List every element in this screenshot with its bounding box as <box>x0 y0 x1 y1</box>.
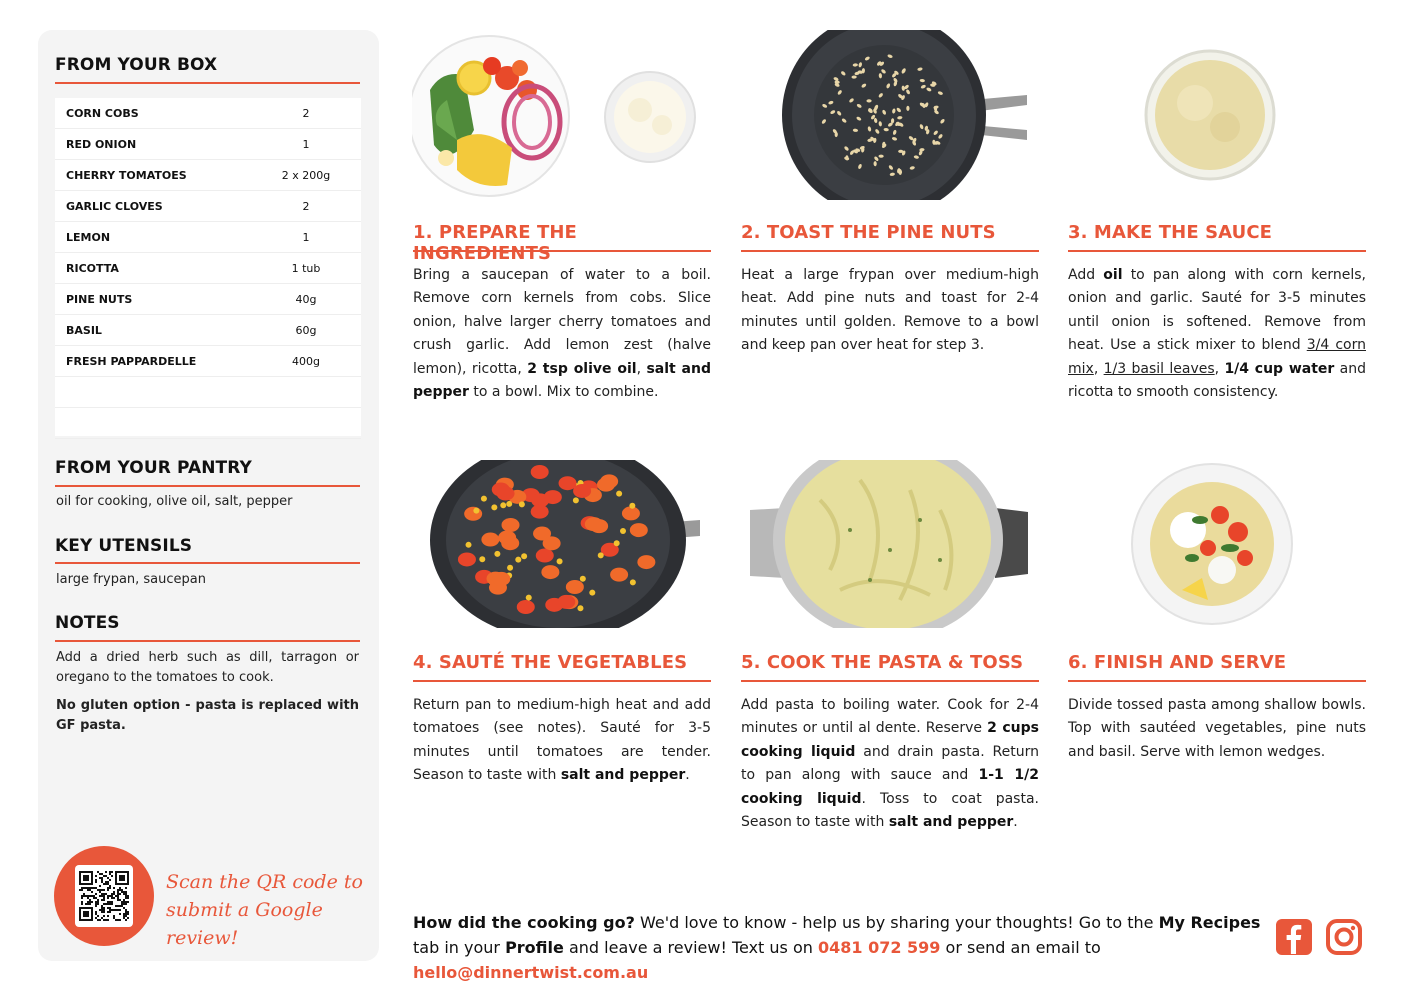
ingredient-name: LEMON <box>66 230 111 244</box>
instagram-icon[interactable] <box>1325 918 1363 956</box>
footer-my-recipes: My Recipes <box>1158 913 1261 932</box>
step-3 <box>1068 222 1366 404</box>
step-4-body <box>413 694 711 788</box>
step-2-title: 2. TOAST THE PINE NUTS <box>741 222 996 243</box>
step-5-text: and drain pasta. Return to pan along with sauce and <box>741 743 1039 784</box>
ingredient-name: RED ONION <box>66 137 137 151</box>
notes-title: NOTES <box>55 613 120 633</box>
step-6 <box>1068 652 1366 764</box>
step-4-rule <box>413 680 711 682</box>
footer-text: or send an email to <box>940 938 1101 957</box>
qr-code-icon <box>79 870 129 922</box>
footer-text: and leave a review! Text us on <box>563 938 818 957</box>
ingredient-name: GARLIC CLOVES <box>66 199 163 213</box>
utensils-title: KEY UTENSILS <box>55 536 193 556</box>
step-5-text: . <box>1013 814 1018 831</box>
step2-photo <box>782 30 1032 200</box>
qr-caption-line1: Scan the QR code to <box>166 871 363 893</box>
step3-photo <box>1140 45 1280 185</box>
ingredient-row <box>55 346 361 377</box>
ingredient-qty: 2 <box>302 199 310 213</box>
ingredient-qty: 1 tub <box>291 261 321 275</box>
ingredient-qty: 60g <box>295 323 317 337</box>
ingredient-qty: 400g <box>292 354 320 368</box>
step4-photo <box>428 460 703 628</box>
facebook-icon[interactable] <box>1275 918 1313 956</box>
ingredient-name: BASIL <box>66 323 102 337</box>
step-6-rule <box>1068 680 1366 682</box>
ingredient-qty: 1 <box>302 137 310 151</box>
pantry-title-rule <box>55 485 360 487</box>
ingredient-row <box>55 315 361 346</box>
qr-code-frame <box>75 865 133 927</box>
step-3-text: , <box>1214 360 1225 377</box>
ingredient-row <box>55 191 361 222</box>
step-1-bold-olive-oil: 2 tsp olive oil <box>527 360 637 377</box>
step-3-text: to pan along with corn kernels, onion and garlic. Sauté for 3-5 minutes until onion is softened. Remove from heat. Use a stick mixer to blend <box>1068 267 1366 354</box>
ingredient-name: CORN COBS <box>66 106 139 120</box>
ingredient-row <box>55 160 361 191</box>
step-2-rule <box>741 250 1039 252</box>
ingredient-qty: 2 <box>302 106 310 120</box>
box-title: FROM YOUR BOX <box>55 55 218 75</box>
step6-photo <box>1130 460 1295 628</box>
step-4 <box>413 652 711 788</box>
ingredient-qty: 2 x 200g <box>281 168 331 182</box>
ingredient-row <box>55 284 361 315</box>
step-1 <box>413 222 711 404</box>
step-3-text: and ricotta to smooth consistency. <box>1068 360 1367 401</box>
step-4-text: . <box>685 767 690 784</box>
step-3-underline-corn: 3/4 corn mix <box>1068 337 1366 377</box>
ingredient-row <box>55 222 361 253</box>
notes-title-rule <box>55 640 360 642</box>
step-2 <box>741 222 1039 358</box>
step-1-text: Bring a saucepan of water to a boil. Remove corn kernels from cobs. Slice onion, halve larger cherry tomatoes and crush garlic. Add lemon zest (halve lemon), ricotta, <box>413 267 711 377</box>
step-5-title: 5. COOK THE PASTA & TOSS <box>741 652 1024 673</box>
step-5-text: Add pasta to boiling water. Cook for 2-4 minutes or until al dente. Reserve <box>741 697 1039 737</box>
sidebar <box>38 30 379 961</box>
notes-text: Add a dried herb such as dill, tarragon or oregano to the tomatoes to cook. <box>56 650 359 685</box>
pantry-title: FROM YOUR PANTRY <box>55 458 252 478</box>
ingredient-row <box>55 98 361 129</box>
ingredient-name: FRESH PAPPARDELLE <box>66 354 197 368</box>
step-5-bold-cooking-liquid-2: 1-1 1/2 cooking liquid <box>741 767 1039 807</box>
footer-text: We'd love to know - help us by sharing your thoughts! Go to the <box>634 913 1159 932</box>
ingredient-row <box>55 253 361 284</box>
step-3-title: 3. MAKE THE SAUCE <box>1068 222 1273 243</box>
step-3-underline-basil: 1/3 basil leaves <box>1103 360 1215 377</box>
step-3-rule <box>1068 250 1366 252</box>
step5-photo <box>740 460 1035 628</box>
qr-badge[interactable] <box>54 846 154 946</box>
qr-caption-line2: submit a Google review! <box>166 899 323 949</box>
ingredient-name: CHERRY TOMATOES <box>66 168 187 182</box>
step-5 <box>741 652 1039 834</box>
box-title-rule <box>55 82 360 84</box>
ingredient-row <box>55 129 361 160</box>
footer-text: tab in your <box>413 938 506 957</box>
step-1-body <box>413 264 711 404</box>
step-5-text: . Toss to coat pasta. Season to taste with <box>741 790 1039 831</box>
ingredient-row <box>55 377 361 408</box>
notes-gluten-text: No gluten option - pasta is replaced with GF pasta. <box>56 698 359 733</box>
footer-email-link[interactable]: hello@dinnertwist.com.au <box>413 963 649 982</box>
footer-profile: Profile <box>505 938 564 957</box>
step-3-body <box>1068 264 1366 404</box>
step-3-bold-oil: oil <box>1103 267 1123 283</box>
step-1-text: , <box>636 360 647 377</box>
ingredient-qty: 1 <box>302 230 310 244</box>
step-4-text: Return pan to medium-high heat and add tomatoes (see notes). Sauté for 3-5 minutes until tomatoes are tender. Season to taste with <box>413 697 711 784</box>
step-4-title: 4. SAUTÉ THE VEGETABLES <box>413 652 688 673</box>
footer-phone-link[interactable]: 0481 072 599 <box>817 938 941 957</box>
ingredient-name: PINE NUTS <box>66 292 133 306</box>
ingredient-row <box>55 408 361 439</box>
step-5-bold-cooking-liquid: 2 cups cooking liquid <box>741 720 1039 760</box>
pantry-text: oil for cooking, olive oil, salt, pepper <box>56 494 293 509</box>
footer-heading: How did the cooking go? <box>413 913 635 932</box>
step-5-bold-salt-pepper: salt and pepper <box>888 814 1014 831</box>
step-3-text: Add <box>1068 267 1104 283</box>
step-1-bold-salt-pepper: salt and pepper <box>413 360 711 401</box>
step-2-body: Heat a large frypan over medium-high heat. Add pine nuts and toast for 2-4 minutes until golden. Remove to a bowl and keep pan over heat for step 3. <box>741 267 1039 354</box>
step-6-title: 6. FINISH AND SERVE <box>1068 652 1287 673</box>
utensils-text: large frypan, saucepan <box>56 572 206 587</box>
step-3-text: , <box>1093 360 1104 377</box>
step-5-rule <box>741 680 1039 682</box>
utensils-title-rule <box>55 562 360 564</box>
step-6-body: Divide tossed pasta among shallow bowls. Top with sautéed vegetables, pine nuts and basil. Serve with lemon wedges. <box>1068 697 1366 760</box>
ingredient-name: RICOTTA <box>66 261 119 275</box>
step-4-bold-salt-pepper: salt and pepper <box>560 767 686 784</box>
ingredient-qty: 40g <box>295 292 317 306</box>
step-3-bold-water: 1/4 cup water <box>1224 360 1335 377</box>
footer-review-text <box>413 910 1263 985</box>
step1-photo <box>412 30 712 200</box>
step-1-text: to a bowl. Mix to combine. <box>468 384 659 401</box>
qr-caption <box>166 868 366 952</box>
step-1-title: 1. PREPARE THE INGREDIENTS <box>413 222 577 264</box>
step-5-body <box>741 694 1039 834</box>
ingredients-table <box>55 98 361 436</box>
